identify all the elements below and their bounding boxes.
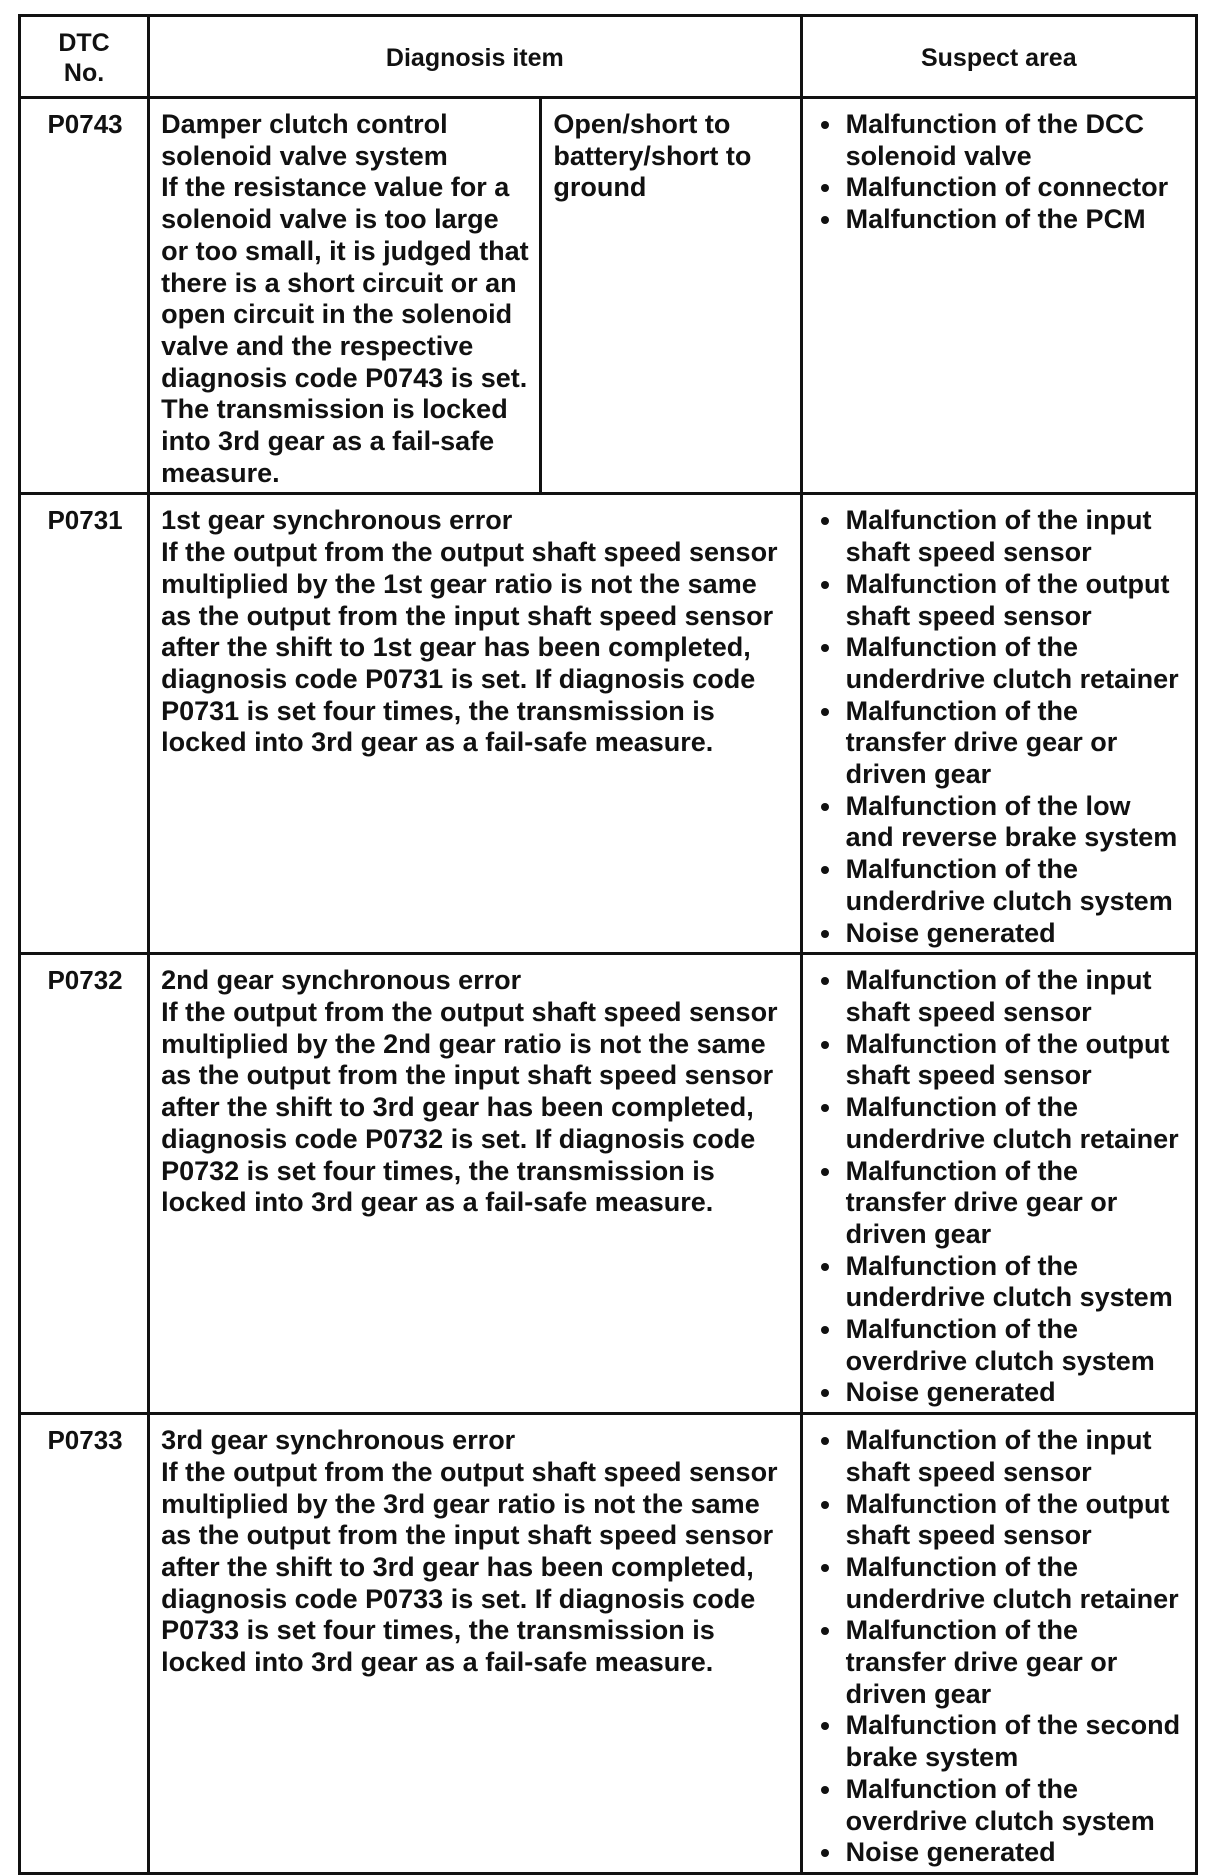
bullet-icon: [821, 216, 829, 224]
diagnosis-description: If the output from the output shaft speed sensor multiplied by the 2nd gear ratio is not the same as the output from the input shaft speed sensor after the shift to 3rd gear has been completed, diagnosis code P0732 is set. If diagnosis code P0732 is set four times, the transmission is locked into 3rd gear as a fail-safe measure.: [161, 996, 778, 1218]
table-row: [20, 1414, 1197, 1874]
suspect-item: [814, 1774, 1186, 1837]
suspect-item: [814, 1615, 1186, 1710]
suspect-text: Malfunction of the input shaft speed sensor: [845, 965, 1152, 1027]
suspect-item: [814, 1710, 1186, 1773]
suspect-area: [801, 98, 1196, 494]
dtc-code: P0743: [20, 98, 149, 494]
suspect-text: Malfunction of the DCC solenoid valve: [845, 109, 1145, 171]
bullet-icon: [821, 866, 829, 874]
suspect-text: Malfunction of the output shaft speed sensor: [845, 568, 1170, 631]
suspect-text: Noise generated: [845, 1837, 1056, 1868]
suspect-item: [814, 965, 1186, 1028]
bullet-icon: [821, 184, 829, 192]
bullet-icon: [821, 1041, 829, 1049]
diagnosis-description: If the output from the output shaft speed sensor multiplied by the 1st gear ratio is not the same as the output from the input shaft speed sensor after the shift to 1st gear has been completed, diagnosis code P0731 is set. If diagnosis code P0731 is set four times, the transmission is locked into 3rd gear as a fail-safe measure.: [161, 537, 778, 758]
suspect-list: [814, 505, 1186, 949]
dtc-code: P0732: [20, 954, 149, 1414]
suspect-text: Malfunction of the underdrive clutch system: [845, 854, 1173, 916]
suspect-item: [814, 791, 1186, 854]
bullet-icon: [821, 977, 829, 985]
suspect-text: Malfunction of the transfer drive gear or driven gear: [845, 1615, 1118, 1709]
bullet-icon: [821, 1263, 829, 1271]
header-row: [20, 16, 1197, 98]
header-diagnosis-item: Diagnosis item: [149, 16, 802, 98]
suspect-area: [801, 494, 1196, 954]
suspect-item: [814, 854, 1186, 917]
dtc-code: P0733: [20, 1414, 149, 1874]
suspect-item: [814, 1837, 1186, 1869]
diagnosis-title: 3rd gear synchronous error: [161, 1425, 516, 1456]
table-row: [20, 954, 1197, 1414]
suspect-area: [801, 1414, 1196, 1874]
bullet-icon: [821, 1564, 829, 1572]
suspect-item: [814, 918, 1186, 950]
bullet-icon: [821, 1168, 829, 1176]
suspect-item: [814, 1156, 1186, 1251]
suspect-item: [814, 1029, 1186, 1092]
bullet-icon: [821, 1437, 829, 1445]
suspect-list: [814, 109, 1186, 236]
diagnosis-item: [149, 98, 541, 494]
suspect-item: [814, 632, 1186, 695]
suspect-text: Malfunction of the output shaft speed sensor: [845, 1028, 1170, 1091]
dtc-table: [18, 14, 1198, 1875]
header-suspect-area: Suspect area: [801, 16, 1196, 98]
bullet-icon: [821, 1786, 829, 1794]
bullet-icon: [821, 581, 829, 589]
suspect-text: Malfunction of the PCM: [845, 204, 1146, 235]
diagnosis-item: [149, 494, 802, 954]
suspect-item: [814, 1092, 1186, 1155]
suspect-item: [814, 1251, 1186, 1314]
table-row: [20, 98, 1197, 494]
bullet-icon: [821, 1849, 829, 1857]
bullet-icon: [821, 1326, 829, 1334]
suspect-item: [814, 204, 1186, 236]
table-row: [20, 494, 1197, 954]
suspect-text: Noise generated: [845, 1377, 1056, 1408]
suspect-text: Malfunction of the input shaft speed sensor: [845, 1425, 1152, 1487]
bullet-icon: [821, 803, 829, 811]
diagnosis-title: 1st gear synchronous error: [161, 505, 513, 536]
bullet-icon: [821, 1104, 829, 1112]
bullet-icon: [821, 930, 829, 938]
bullet-icon: [821, 1722, 829, 1730]
bullet-icon: [821, 1627, 829, 1635]
bullet-icon: [821, 1501, 829, 1509]
suspect-text: Malfunction of the underdrive clutch retainer: [845, 632, 1179, 694]
suspect-item: [814, 569, 1186, 632]
suspect-text: Malfunction of the underdrive clutch system: [845, 1250, 1173, 1313]
suspect-text: Malfunction of the transfer drive gear or driven gear: [845, 695, 1118, 790]
suspect-item: [814, 505, 1186, 568]
suspect-text: Malfunction of the underdrive clutch retainer: [845, 1092, 1179, 1154]
suspect-item: [814, 1377, 1186, 1409]
diagnosis-item: [149, 954, 802, 1414]
bullet-icon: [821, 121, 829, 129]
suspect-text: Malfunction of the overdrive clutch system: [845, 1773, 1155, 1836]
suspect-text: Malfunction of the input shaft speed sensor: [845, 505, 1152, 568]
bullet-icon: [821, 708, 829, 716]
suspect-item: [814, 1425, 1186, 1488]
suspect-text: Malfunction of the output shaft speed sensor: [845, 1488, 1170, 1551]
suspect-text: Malfunction of the second brake system: [845, 1710, 1181, 1773]
suspect-item: [814, 696, 1186, 791]
header-dtc-no: DTC No.: [20, 16, 149, 98]
diagnosis-title: Damper clutch control solenoid valve system: [161, 109, 448, 171]
diagnosis-description: If the resistance value for a solenoid valve is too large or too small, it is judged that there is a short circuit or an open circuit in the solenoid valve and the respective diagnosis code P0743 is set. The transmission is locked into 3rd gear as a fail-safe measure.: [161, 172, 529, 488]
dtc-code: P0731: [20, 494, 149, 954]
suspect-text: Malfunction of connector: [845, 172, 1169, 203]
suspect-text: Malfunction of the overdrive clutch system: [845, 1314, 1155, 1376]
diagnosis-description: If the output from the output shaft speed sensor multiplied by the 3rd gear ratio is not the same as the output from the input shaft speed sensor after the shift to 3rd gear has been completed, diagnosis code P0733 is set. If diagnosis code P0733 is set four times, the transmission is locked into 3rd gear as a fail-safe measure.: [161, 1456, 778, 1678]
diagnosis-condition: Open/short to battery/short to ground: [541, 98, 801, 494]
bullet-icon: [821, 644, 829, 652]
suspect-text: Malfunction of the transfer drive gear or driven gear: [845, 1155, 1118, 1249]
suspect-list: [814, 965, 1186, 1409]
suspect-text: Malfunction of the low and reverse brake system: [845, 790, 1178, 853]
suspect-list: [814, 1425, 1186, 1869]
suspect-text: Malfunction of the underdrive clutch retainer: [845, 1551, 1179, 1614]
bullet-icon: [821, 517, 829, 525]
suspect-item: [814, 109, 1186, 172]
suspect-item: [814, 172, 1186, 204]
diagnosis-item: [149, 1414, 802, 1874]
suspect-item: [814, 1552, 1186, 1615]
bullet-icon: [821, 1389, 829, 1397]
suspect-text: Noise generated: [845, 917, 1056, 948]
suspect-item: [814, 1489, 1186, 1552]
diagnosis-title: 2nd gear synchronous error: [161, 965, 522, 996]
suspect-area: [801, 954, 1196, 1414]
suspect-item: [814, 1314, 1186, 1377]
